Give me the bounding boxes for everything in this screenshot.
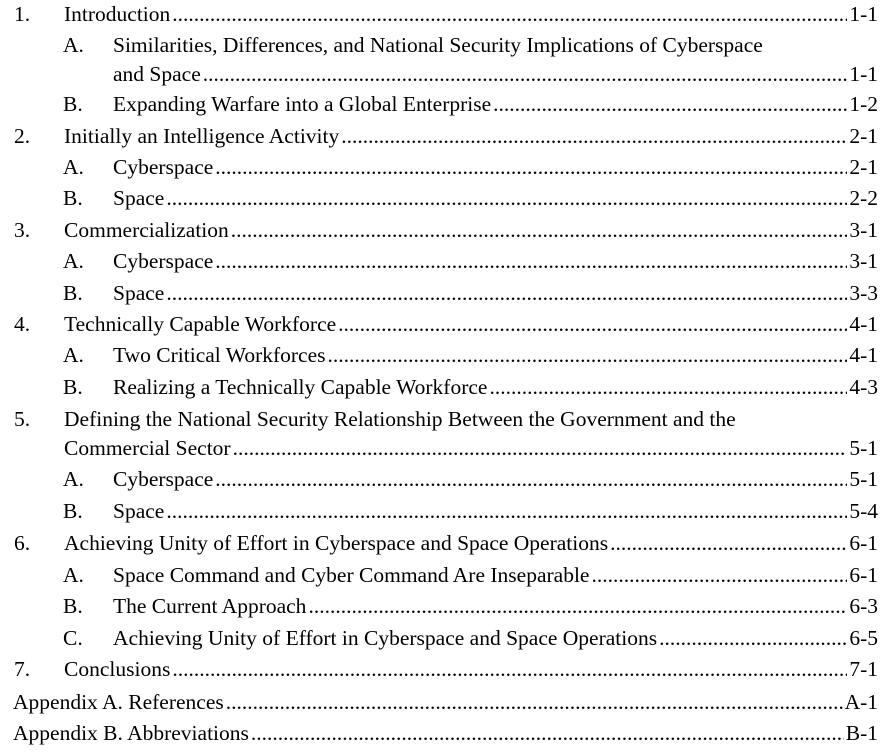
entry-title: Space (113, 281, 165, 305)
page-number: 2-1 (849, 124, 878, 148)
dot-leader (591, 561, 847, 590)
entry-title: Cyberspace (113, 155, 214, 179)
section-number: B. (63, 375, 83, 399)
page-number: 6-3 (849, 594, 878, 618)
section-number: C. (63, 626, 83, 650)
section-number: 2. (14, 124, 31, 148)
entry-title-line1: Similarities, Differences, and National Security Implications of Cyberspace (113, 33, 763, 57)
toc-entry-6[interactable] (14, 529, 878, 558)
page-number: 5-1 (849, 467, 878, 491)
entry-title: Achieving Unity of Effort in Cyberspace and Space Operations (64, 531, 609, 555)
entry-title: Realizing a Technically Capable Workforce (113, 375, 488, 399)
toc-entry-1b[interactable] (63, 90, 878, 119)
dot-leader (341, 122, 847, 151)
entry-title: Conclusions (64, 657, 171, 681)
toc-entry-3a[interactable] (63, 247, 878, 276)
section-number: B. (63, 594, 83, 618)
toc-entry-2b[interactable] (63, 184, 878, 213)
page-number: 1-1 (849, 2, 878, 26)
page-number: 1-2 (849, 92, 878, 116)
toc-entry-4[interactable] (14, 310, 878, 339)
entry-title: Commercial Sector (64, 436, 231, 460)
entry-title: Achieving Unity of Effort in Cyberspace and Space Operations (113, 626, 658, 650)
entry-title: and Space (113, 62, 201, 86)
section-number: B. (63, 92, 83, 116)
page-number: 3-1 (849, 249, 878, 273)
toc-entry-appendix-b[interactable] (13, 719, 878, 748)
dot-leader (203, 60, 848, 89)
dot-leader (251, 719, 844, 748)
dot-leader (215, 465, 847, 494)
entry-title: Commercialization (64, 218, 229, 242)
toc-entry-7[interactable] (14, 655, 878, 684)
dot-leader (328, 341, 848, 370)
toc-entry-5a[interactable] (63, 465, 878, 494)
page-number: 2-2 (849, 186, 878, 210)
toc-entry-6c[interactable] (63, 624, 878, 653)
section-number: 4. (14, 312, 31, 336)
entry-title: Two Critical Workforces (113, 343, 326, 367)
dot-leader (166, 497, 847, 526)
page-number: 4-1 (849, 312, 878, 336)
section-number: A. (63, 155, 84, 179)
toc-entry-5[interactable] (14, 405, 878, 463)
section-number: A. (63, 343, 84, 367)
toc-entry-3b[interactable] (63, 279, 878, 308)
section-number: 5. (14, 407, 31, 431)
section-number: B. (63, 281, 83, 305)
section-number: A. (63, 467, 84, 491)
entry-title: Space Command and Cyber Command Are Inseparable (113, 563, 590, 587)
dot-leader (493, 90, 847, 119)
entry-title: Cyberspace (113, 249, 214, 273)
section-number: 3. (14, 218, 31, 242)
page-number: A-1 (844, 690, 878, 714)
page-number: 6-1 (849, 531, 878, 555)
toc-entry-1a[interactable] (63, 31, 878, 89)
page-number: 6-5 (849, 626, 878, 650)
entry-title: Expanding Warfare into a Global Enterprise (113, 92, 492, 116)
toc-entry-4b[interactable] (63, 373, 878, 402)
page-number: 5-4 (849, 499, 878, 523)
dot-leader (659, 624, 847, 653)
section-number: 1. (14, 2, 31, 26)
toc-entry-4a[interactable] (63, 341, 878, 370)
dot-leader (226, 688, 843, 717)
dot-leader (172, 0, 847, 29)
page-number: 6-1 (849, 563, 878, 587)
section-number: B. (63, 186, 83, 210)
section-number: A. (63, 563, 84, 587)
toc-entry-2[interactable] (14, 122, 878, 151)
entry-title: Cyberspace (113, 467, 214, 491)
entry-title-line1: Defining the National Security Relationship Between the Government and the (64, 407, 736, 431)
dot-leader (215, 153, 847, 182)
section-number: 6. (14, 531, 31, 555)
toc-entry-appendix-a[interactable] (13, 688, 878, 717)
section-number: A. (63, 249, 84, 273)
dot-leader (172, 655, 847, 684)
page-number: 5-1 (849, 436, 878, 460)
entry-title: Introduction (64, 2, 171, 26)
dot-leader (166, 279, 847, 308)
page-number: 3-1 (849, 218, 878, 242)
entry-title: Appendix B. Abbreviations (13, 721, 249, 745)
entry-title: Appendix A. References (13, 690, 224, 714)
entry-title: Initially an Intelligence Activity (64, 124, 340, 148)
page-number: 4-3 (849, 375, 878, 399)
dot-leader (308, 592, 847, 621)
dot-leader (166, 184, 847, 213)
section-number: B. (63, 499, 83, 523)
dot-leader (489, 373, 847, 402)
dot-leader (338, 310, 847, 339)
dot-leader (231, 216, 848, 245)
page-number: 3-3 (849, 281, 878, 305)
entry-title: The Current Approach (113, 594, 307, 618)
entry-title: Technically Capable Workforce (64, 312, 337, 336)
toc-entry-1[interactable] (14, 0, 878, 29)
page-number: 4-1 (849, 343, 878, 367)
page-number: 1-1 (849, 62, 878, 86)
toc-entry-6b[interactable] (63, 592, 878, 621)
page-number: B-1 (845, 721, 878, 745)
toc-entry-5b[interactable] (63, 497, 878, 526)
toc-entry-2a[interactable] (63, 153, 878, 182)
dot-leader (215, 247, 847, 276)
dot-leader (233, 434, 848, 463)
entry-title: Space (113, 186, 165, 210)
dot-leader (610, 529, 847, 558)
entry-title: Space (113, 499, 165, 523)
toc-entry-6a[interactable] (63, 561, 878, 590)
page-number: 2-1 (849, 155, 878, 179)
section-number: A. (63, 33, 84, 57)
page-number: 7-1 (849, 657, 878, 681)
toc-entry-3[interactable] (14, 216, 878, 245)
section-number: 7. (14, 657, 31, 681)
